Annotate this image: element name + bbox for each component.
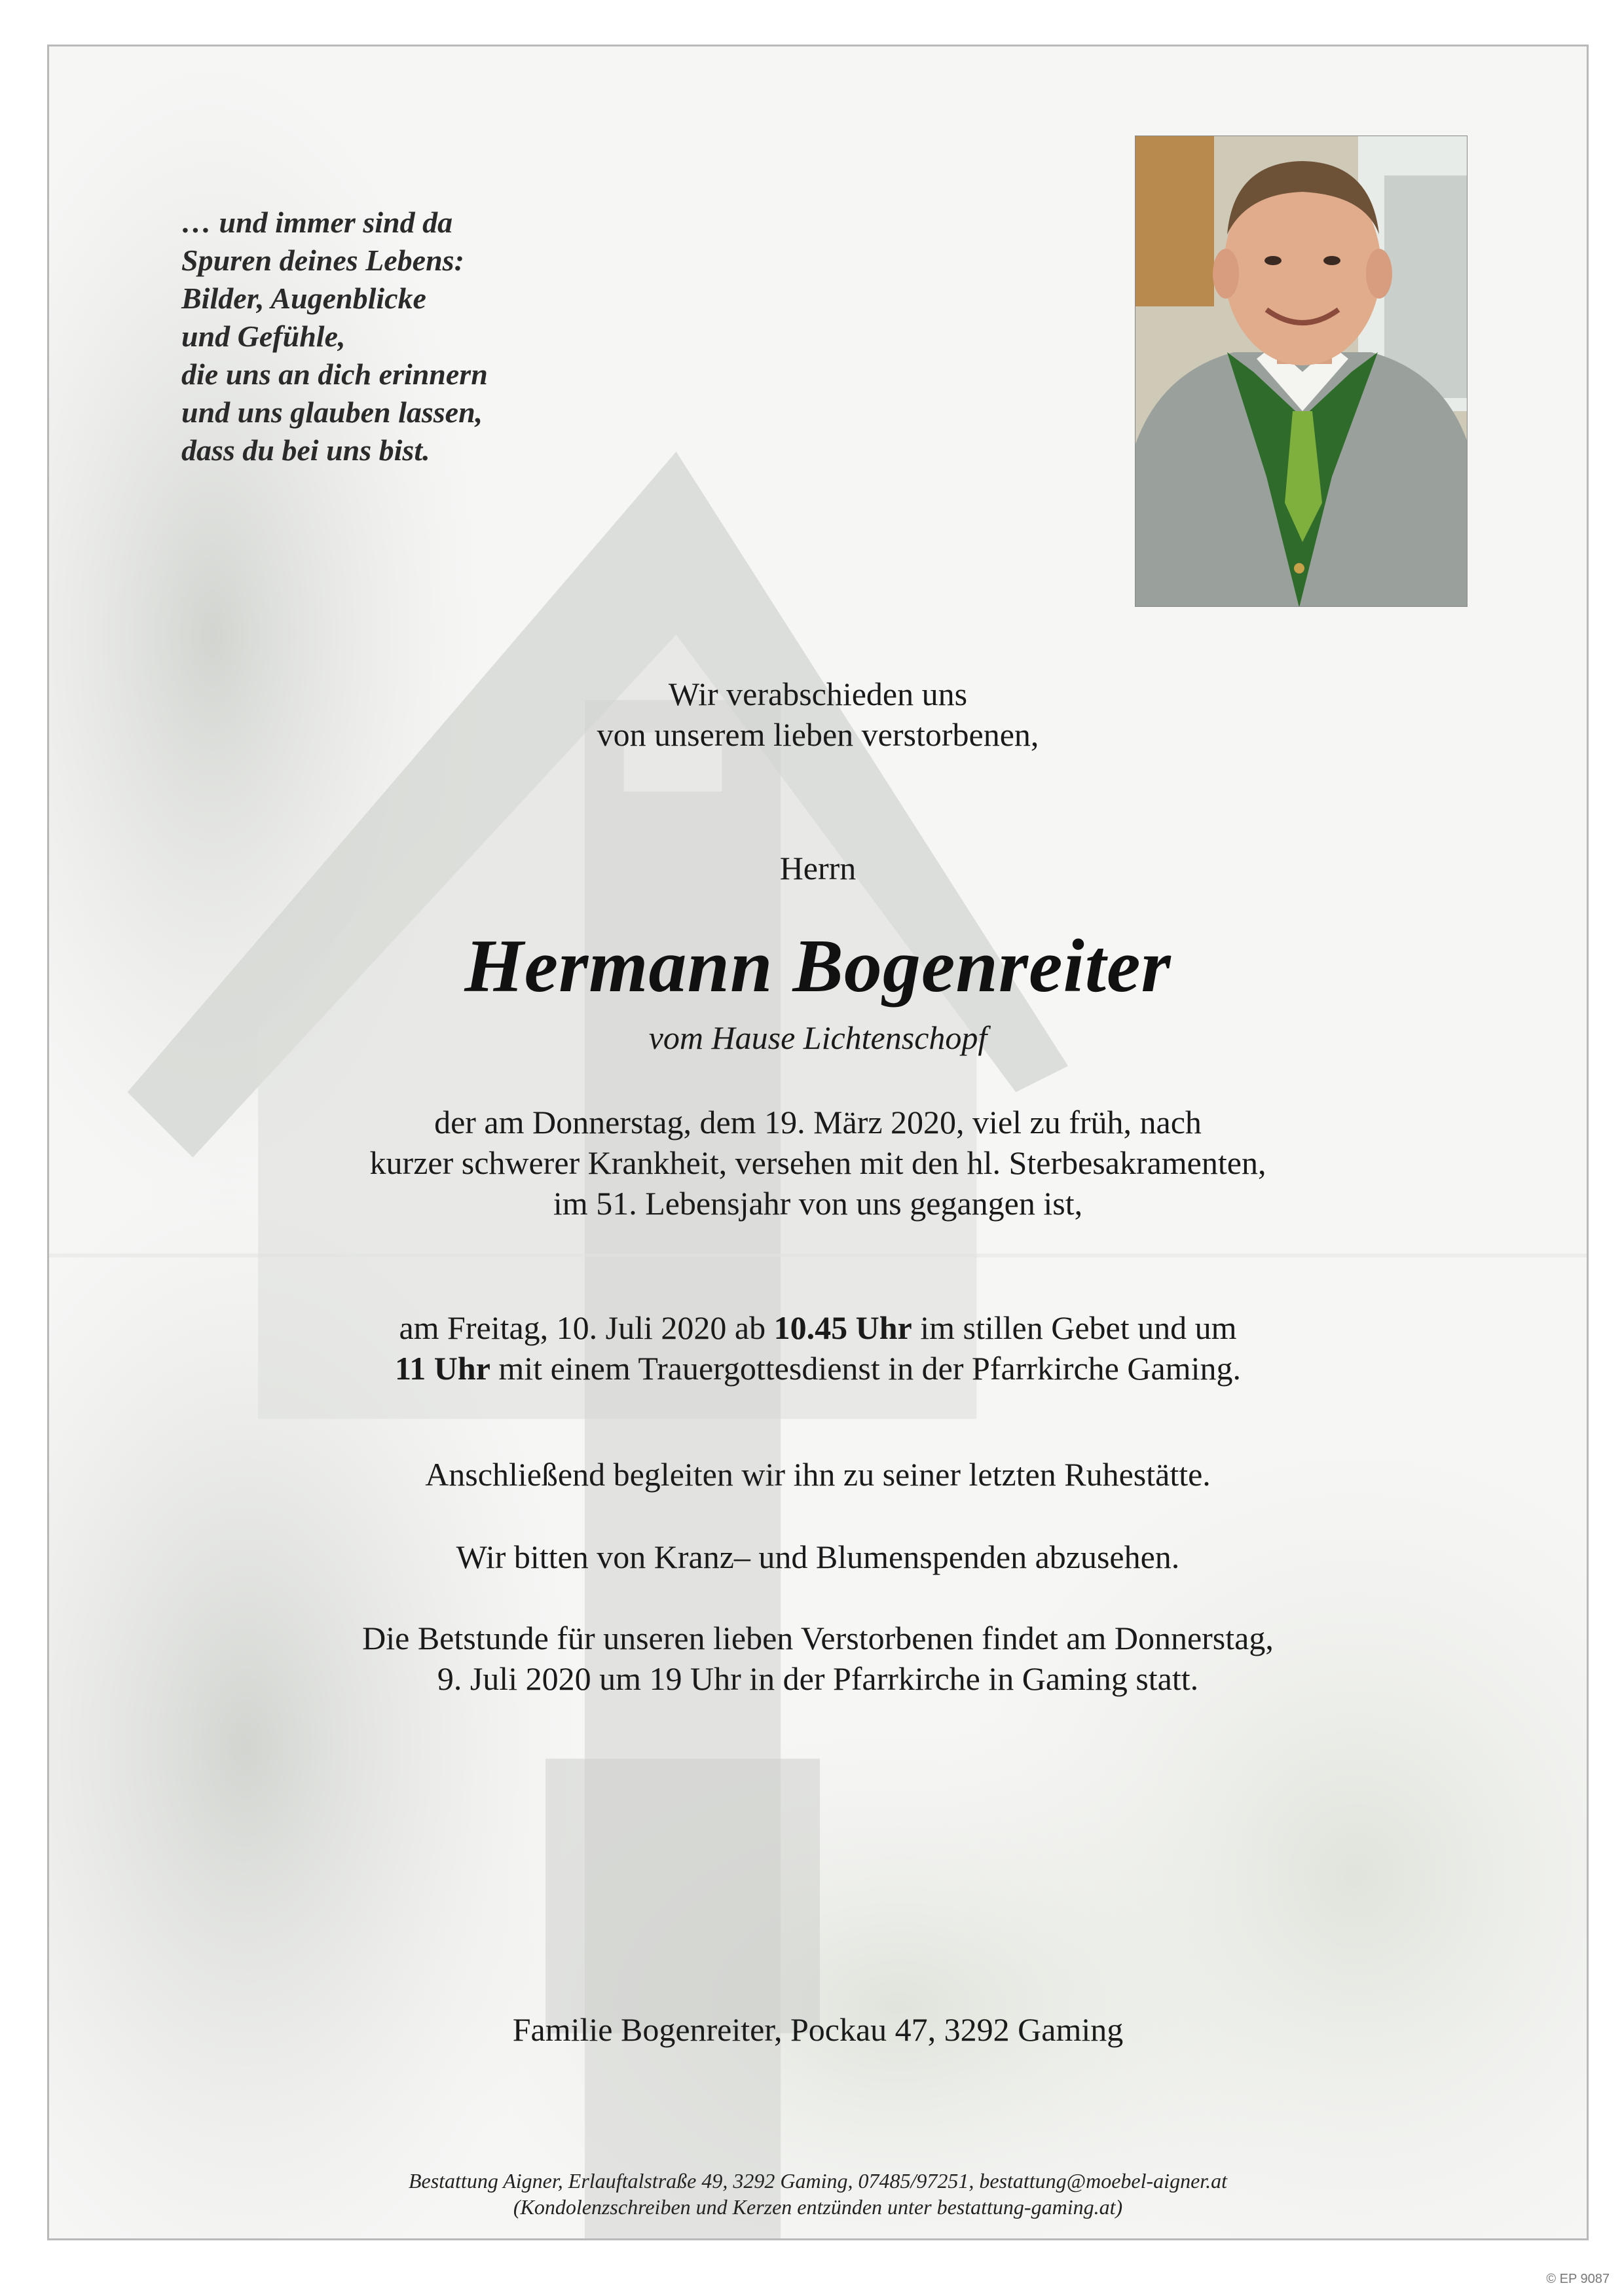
- prayer-hour-line: 9. Juli 2020 um 19 Uhr in der Pfarrkirche in Gaming statt.: [437, 1660, 1199, 1697]
- template-serial: © EP 9087: [1546, 2272, 1610, 2286]
- death-notice-line: kurzer schwerer Krankheit, versehen mit den hl. Sterbesakramenten,: [369, 1144, 1266, 1181]
- notice-frame: [47, 45, 1589, 2240]
- service-text: im stillen Gebet und um: [912, 1309, 1237, 1346]
- deceased-name: Hermann Bogenreiter: [464, 924, 1172, 1008]
- memorial-poem: [181, 204, 600, 469]
- mass-time: 11 Uhr: [395, 1350, 490, 1387]
- prayer-hour-line: Die Betstunde für unseren lieben Verstorbenen findet am Donnerstag,: [362, 1620, 1274, 1656]
- intro-line: von unserem lieben verstorbenen,: [597, 716, 1039, 753]
- house-name: vom Hause Lichtenschopf: [648, 1019, 987, 1056]
- death-notice-line: im 51. Lebensjahr von uns gegangen ist,: [553, 1185, 1083, 1222]
- death-notice: [49, 1102, 1587, 1224]
- poem-line: Spuren deines Lebens:: [181, 244, 464, 277]
- flower-request: Wir bitten von Kranz– und Blumenspenden abzusehen.: [456, 1539, 1180, 1575]
- service-text: am Freitag, 10. Juli 2020 ab: [399, 1309, 774, 1346]
- poem-line: dass du bei uns bist.: [181, 433, 430, 467]
- poem-line: die uns an dich erinnern: [181, 357, 488, 391]
- family-signature: Familie Bogenreiter, Pockau 47, 3292 Gaming: [512, 2011, 1124, 2048]
- poem-line: Bilder, Augenblicke: [181, 282, 426, 315]
- service-details: [49, 1307, 1587, 1389]
- farewell-intro: [49, 674, 1587, 755]
- poem-line: und uns glauben lassen,: [181, 395, 483, 429]
- prayer-time: 10.45 Uhr: [773, 1309, 912, 1346]
- salutation: Herrn: [779, 850, 857, 886]
- footer-line: (Kondolenzschreiben und Kerzen entzünden unter bestattung-gaming.at): [513, 2195, 1123, 2219]
- poem-line: und Gefühle,: [181, 319, 346, 353]
- funeral-home-footer: [49, 2168, 1587, 2220]
- intro-line: Wir verabschieden uns: [668, 676, 968, 712]
- footer-line: Bestattung Aigner, Erlauftalstraße 49, 3292 Gaming, 07485/97251, bestattung@moebel-aigner.at: [408, 2169, 1228, 2193]
- service-line-2: [49, 1348, 1587, 1389]
- service-text: mit einem Trauergottesdienst in der Pfarrkirche Gaming.: [490, 1350, 1241, 1387]
- poem-line: … und immer sind da: [181, 206, 453, 239]
- burial-note: Anschließend begleiten wir ihn zu seiner letzten Ruhestätte.: [425, 1456, 1211, 1493]
- portrait-photo: [1135, 136, 1467, 607]
- death-notice-line: der am Donnerstag, dem 19. März 2020, viel zu früh, nach: [434, 1104, 1202, 1140]
- service-line-1: [49, 1307, 1587, 1348]
- prayer-hour-note: [49, 1618, 1587, 1699]
